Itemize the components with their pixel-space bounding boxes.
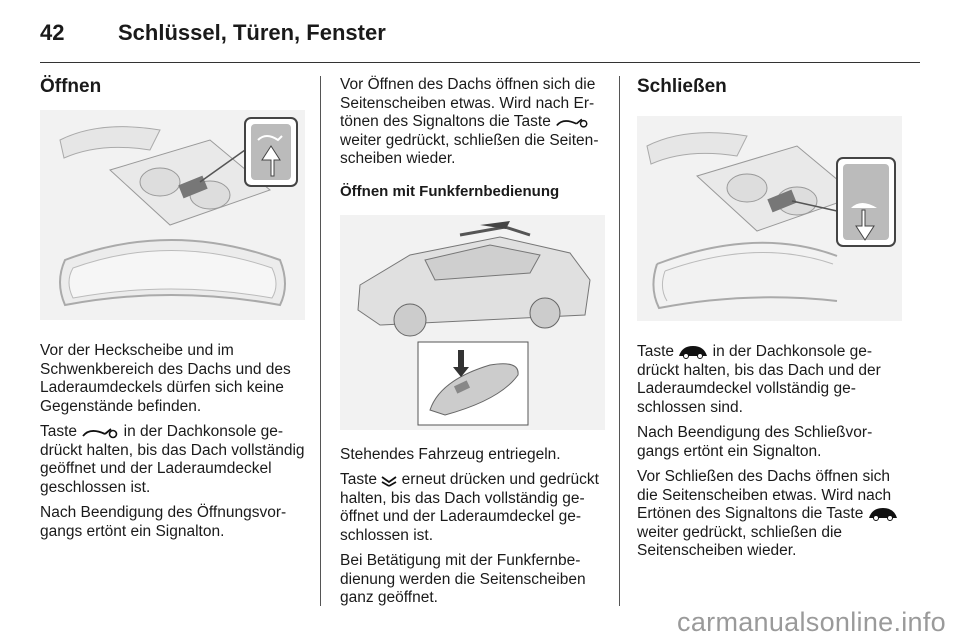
paragraph: Vor Schließen des Dachs öffnen sich die Seitenscheiben etwas. Wird nach Ertönen des Signaltons die Taste weiter gedrückt, schließen die Seitenscheiben wieder. bbox=[637, 468, 902, 561]
paragraph: Nach Beendigung des Öffnungsvorgangs ertönt ein Signalton. bbox=[40, 504, 287, 540]
paragraph: Taste in der Dachkonsole gedrückt halten, bis das Dach und der Laderaumdeckel vollständig geschlossen sind. bbox=[637, 343, 881, 416]
column-divider bbox=[619, 76, 620, 606]
paragraph: Taste in der Dachkonsole gedrückt halten, bis das Dach vollständig geöffnet und der Laderaumdeckel geschlossen ist. bbox=[40, 423, 305, 496]
watermark: carmanualsonline.info bbox=[677, 607, 946, 637]
page-title: Schlüssel, Türen, Fenster bbox=[118, 20, 386, 45]
subheading-remote: Öffnen mit Funkfernbedienung bbox=[340, 182, 560, 200]
roof-open-icon bbox=[555, 114, 589, 129]
paragraph: Vor Öffnen des Dachs öffnen sich die Seitenscheiben etwas. Wird nach Ertönen des Signaltons die Taste weiter gedrückt, schließen die Seitenscheiben wieder. bbox=[340, 76, 599, 167]
roof-console-close-illustration bbox=[637, 116, 902, 321]
column-close bbox=[637, 76, 902, 568]
roof-console-open-illustration bbox=[40, 110, 305, 320]
section-heading-open: Öffnen bbox=[40, 76, 102, 97]
remote-unlock-icon bbox=[381, 473, 397, 487]
section-heading-close: Schließen bbox=[637, 76, 727, 97]
paragraph: Vor der Heckscheibe und im Schwenkbereich des Dachs und des Laderaumdeckels dürfen sich keine Gegenstände befinden. bbox=[40, 342, 291, 415]
car-remote-illustration bbox=[340, 215, 605, 430]
roof-close-icon bbox=[868, 506, 898, 521]
roof-close-icon bbox=[678, 344, 708, 359]
page-header bbox=[40, 14, 920, 63]
paragraph: Nach Beendigung des Schließvorgangs ertönt ein Signalton. bbox=[637, 424, 873, 460]
paragraph: Taste erneut drücken und gedrückt halten, bis das Dach vollständig geöffnet und der Laderaumdeckel geschlossen ist. bbox=[340, 471, 599, 544]
column-open bbox=[40, 76, 305, 548]
roof-open-icon bbox=[81, 424, 119, 439]
paragraph: Stehendes Fahrzeug entriegeln. bbox=[340, 445, 561, 463]
paragraph: Bei Betätigung mit der Funkfernbedienung werden die Seitenscheiben ganz geöffnet. bbox=[340, 552, 586, 606]
column-open-remote bbox=[340, 76, 605, 615]
column-divider bbox=[320, 76, 321, 606]
page-number: 42 bbox=[40, 20, 65, 45]
